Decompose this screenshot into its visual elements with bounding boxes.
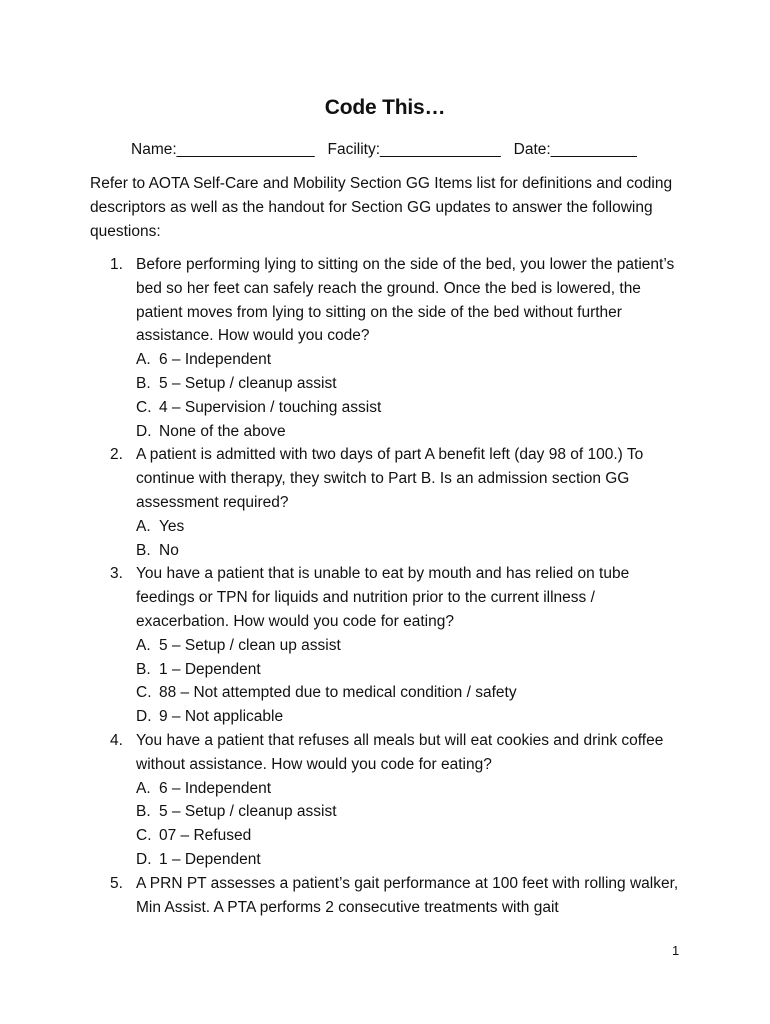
answer-option: [136, 681, 690, 705]
answer-option: [136, 800, 690, 824]
option-text: 07 – Refused: [159, 827, 252, 845]
answer-option: [136, 705, 690, 729]
question-number: 1.: [110, 256, 123, 273]
option-text: 1 – Dependent: [159, 850, 261, 868]
question-number: 3.: [110, 565, 123, 583]
option-letter: B.: [136, 803, 151, 821]
answer-option: [136, 777, 690, 801]
question-text: A patient is admitted with two days of part A benefit left (day 98 of 100.) To continue with therapy, they switch to Part B. Is an admission section GG assessment required?: [136, 446, 644, 511]
page-number: 1: [672, 943, 680, 958]
question-item: [110, 253, 690, 443]
option-letter: A.: [136, 351, 151, 369]
option-text: None of the above: [159, 422, 286, 440]
option-text: 88 – Not attempted due to medical condition / safety: [159, 684, 517, 702]
answer-option: [136, 539, 690, 563]
name-field-label: Name:________________: [131, 141, 315, 158]
option-text: 4 – Supervision / touching assist: [159, 398, 382, 416]
question-item: [110, 872, 690, 920]
question-item: [110, 562, 690, 729]
date-field-label: Date:__________: [513, 141, 637, 158]
option-letter: B.: [136, 541, 151, 559]
question-text: Before performing lying to sitting on the side of the bed, you lower the patient’s bed so her feet can safely reach the ground. Once the bed is lowered, the patient moves from lying to sitting on the side of the bed without further assistance. How would you code?: [136, 256, 675, 345]
question-text: You have a patient that is unable to eat by mouth and has relied on tube feedings or TPN for liquids and nutrition prior to the current illness / exacerbation. How would you code for eating?: [136, 565, 630, 630]
question-item: [110, 443, 690, 562]
answer-option: [136, 824, 690, 848]
answer-option: [136, 515, 690, 539]
answer-option: [136, 372, 690, 396]
answer-option: [136, 348, 690, 372]
question-number: 4.: [110, 731, 123, 749]
answer-option: [136, 420, 690, 444]
option-text: 5 – Setup / cleanup assist: [159, 803, 337, 821]
facility-field-label: Facility:______________: [327, 141, 501, 158]
header-fields: [131, 141, 691, 159]
answer-option: [136, 658, 690, 682]
option-text: 5 – Setup / cleanup assist: [159, 374, 337, 392]
question-text: You have a patient that refuses all meals but will eat cookies and drink coffee without assistance. How would you code for eating?: [136, 731, 664, 773]
question-list: [110, 253, 690, 919]
option-letter: B.: [136, 374, 151, 392]
question-text: A PRN PT assesses a patient’s gait performance at 100 feet with rolling walker, Min Assist. A PTA performs 2 consecutive treatments with gait: [136, 874, 679, 916]
option-letter: B.: [136, 660, 151, 678]
answer-option: [136, 396, 690, 420]
option-letter: C.: [136, 398, 152, 416]
question-item: [110, 729, 690, 872]
option-letter: D.: [136, 708, 152, 726]
option-text: 6 – Independent: [159, 779, 272, 797]
option-text: 1 – Dependent: [159, 660, 261, 678]
option-text: 5 – Setup / clean up assist: [159, 636, 341, 654]
option-letter: C.: [136, 684, 152, 702]
option-text: 6 – Independent: [159, 351, 272, 369]
option-letter: D.: [136, 422, 152, 440]
answer-option: [136, 848, 690, 872]
option-letter: A.: [136, 779, 151, 797]
answer-option: [136, 634, 690, 658]
option-letter: A.: [136, 517, 151, 535]
option-text: Yes: [159, 517, 185, 535]
option-letter: A.: [136, 636, 151, 654]
option-text: 9 – Not applicable: [159, 708, 284, 726]
option-letter: D.: [136, 850, 152, 868]
question-number: 2.: [110, 446, 123, 464]
option-text: No: [159, 541, 179, 559]
question-number: 5.: [110, 874, 123, 892]
intro-paragraph: Refer to AOTA Self-Care and Mobility Section GG Items list for definitions and coding descriptors as well as the handout for Section GG updates to answer the following questions:: [90, 175, 673, 240]
option-letter: C.: [136, 827, 152, 845]
page-title: Code This…: [324, 96, 446, 119]
